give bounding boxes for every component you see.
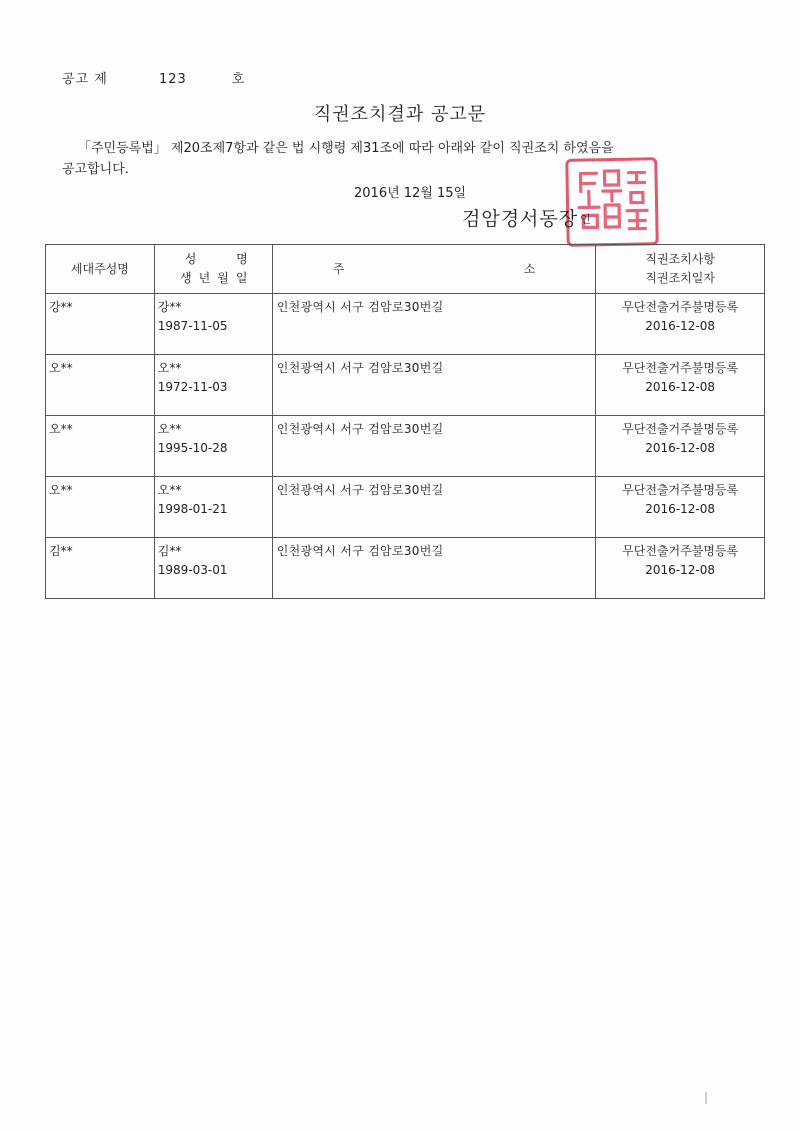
- cell-action-type: 무단전출거주불명등록: [622, 422, 739, 436]
- official-seal-stamp: [565, 157, 659, 247]
- notice-body-line-2: 공고합니다.: [62, 162, 129, 177]
- cell-name: 오**: [157, 361, 182, 375]
- cell-action: [596, 294, 765, 355]
- cell-action-date: 2016-12-08: [645, 380, 716, 394]
- cell-action: [596, 477, 765, 538]
- header-name-right: 명: [236, 252, 248, 266]
- cell-action-type: 무단전출거주불명등록: [622, 483, 739, 497]
- table-body: [46, 294, 765, 599]
- table-row: [46, 477, 765, 538]
- notice-suffix: 호: [231, 72, 246, 87]
- cell-address: 인천광역시 서구 검암로30번길: [272, 294, 596, 355]
- cell-name: 오**: [157, 483, 182, 497]
- cell-name: 오**: [157, 422, 182, 436]
- action-table: [45, 244, 765, 599]
- header-action-type: 직권조치사항: [645, 252, 715, 266]
- issuer-signature: [462, 204, 592, 231]
- notice-number: [62, 68, 245, 87]
- cell-name-birth: [154, 294, 272, 355]
- cell-action-type: 무단전출거주불명등록: [622, 300, 739, 314]
- table-header-row: [46, 245, 765, 294]
- cell-name-birth: [154, 477, 272, 538]
- header-address-right: 소: [523, 261, 536, 276]
- header-name: [155, 250, 272, 269]
- cell-action: [596, 355, 765, 416]
- table-row: [46, 294, 765, 355]
- table-header: [46, 245, 765, 294]
- notice-number-value: 123: [158, 72, 187, 87]
- cell-address: 인천광역시 서구 검암로30번길: [272, 477, 596, 538]
- notice-date: 2016년 12월 15일: [354, 186, 467, 201]
- header-address-left: 주: [332, 261, 345, 276]
- header-address-wrap: [273, 260, 596, 279]
- seal-glyphs-icon: [568, 160, 655, 243]
- cell-address: 인천광역시 서구 검암로30번길: [272, 538, 596, 599]
- cell-action-date: 2016-12-08: [645, 502, 716, 516]
- cell-action-date: 2016-12-08: [645, 441, 716, 455]
- cell-address: 인천광역시 서구 검암로30번길: [272, 355, 596, 416]
- cell-householder: 오**: [46, 355, 155, 416]
- cell-householder: 김**: [46, 538, 155, 599]
- issuer-name: 검암경서동장: [462, 208, 579, 230]
- cell-birth: 1995-10-28: [157, 441, 228, 455]
- table-row: [46, 538, 765, 599]
- cell-name: 강**: [157, 300, 182, 314]
- table-row: [46, 416, 765, 477]
- cell-action-type: 무단전출거주불명등록: [622, 544, 739, 558]
- cell-name-birth: [154, 355, 272, 416]
- cell-householder: 오**: [46, 477, 155, 538]
- header-name-birth: [154, 245, 272, 294]
- cell-address: 인천광역시 서구 검암로30번길: [272, 416, 596, 477]
- scan-mark: [705, 1092, 707, 1104]
- header-birth: 생년월일: [180, 271, 255, 285]
- header-action: [596, 245, 765, 294]
- cell-action: [596, 538, 765, 599]
- cell-name-birth: [154, 538, 272, 599]
- cell-birth: 1998-01-21: [157, 502, 228, 516]
- seal-mark: 인: [580, 213, 592, 226]
- cell-birth: 1987-11-05: [157, 319, 228, 333]
- table-row: [46, 355, 765, 416]
- cell-birth: 1989-03-01: [157, 563, 228, 577]
- cell-name: 김**: [157, 544, 182, 558]
- cell-action-type: 무단전출거주불명등록: [622, 361, 739, 375]
- cell-birth: 1972-11-03: [157, 380, 228, 394]
- header-address: [272, 245, 596, 294]
- cell-householder: 강**: [46, 294, 155, 355]
- notice-label: 공고 제: [62, 72, 108, 87]
- header-action-date: 직권조치일자: [645, 271, 715, 285]
- document-title: 직권조치결과 공고문: [313, 104, 487, 125]
- cell-householder: 오**: [46, 416, 155, 477]
- header-name-left: 성: [184, 252, 197, 266]
- cell-action-date: 2016-12-08: [645, 563, 716, 577]
- header-householder: 세대주성명: [46, 245, 155, 294]
- cell-action-date: 2016-12-08: [645, 319, 716, 333]
- cell-name-birth: [154, 416, 272, 477]
- notice-body-line-1: 「주민등록법」 제20조제7항과 같은 법 시행령 제31조에 따라 아래와 같이 직권조치 하였음을: [78, 141, 614, 156]
- cell-action: [596, 416, 765, 477]
